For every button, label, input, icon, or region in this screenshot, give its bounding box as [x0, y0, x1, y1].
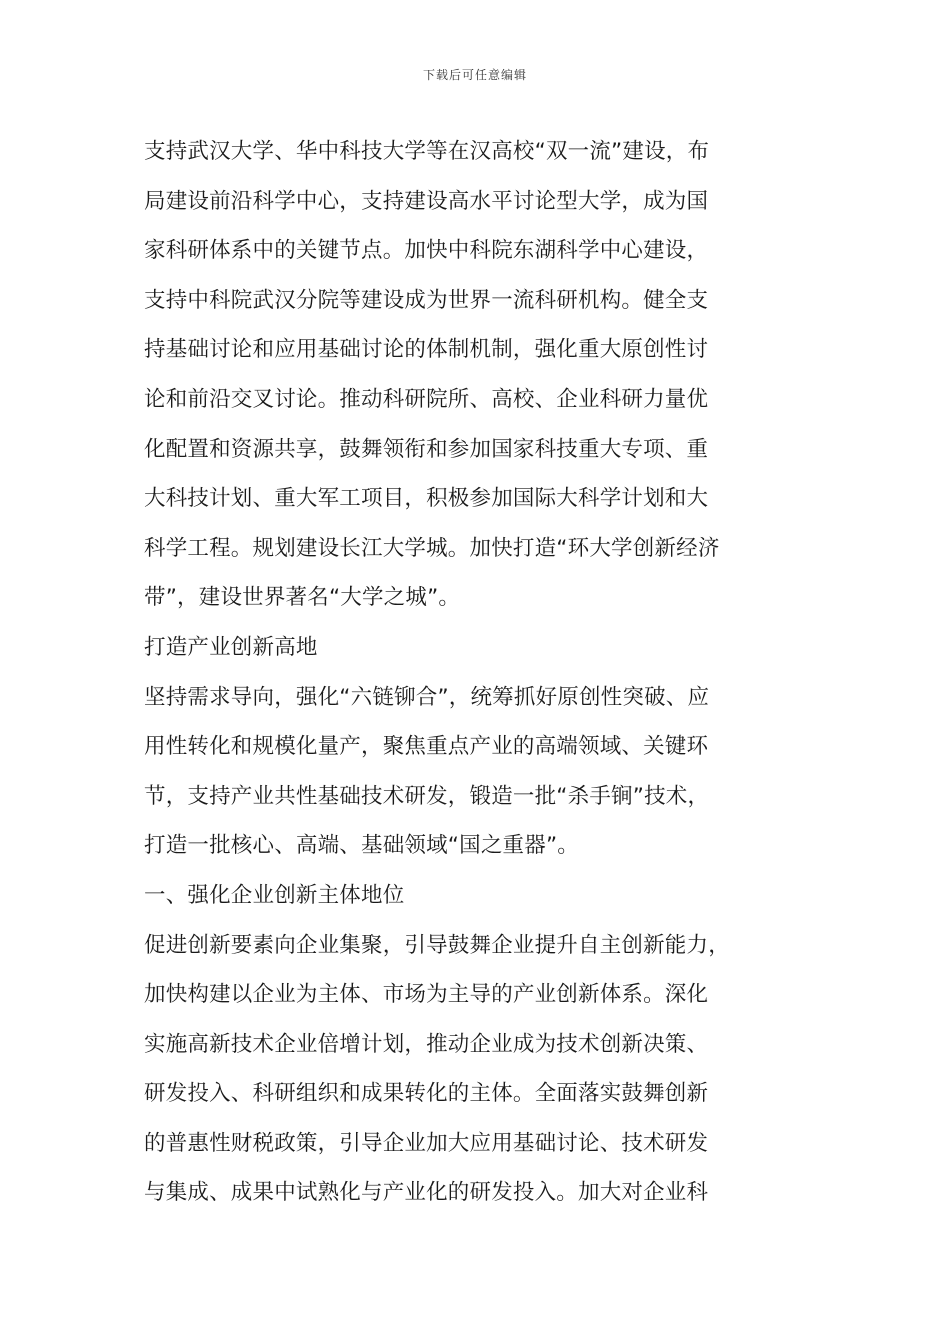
text-line: 节，支持产业共性基础技术研发，锻造一批“杀手锏”技术，: [144, 783, 710, 809]
text-line: 加快构建以企业为主体、市场为主导的产业创新体系。深化: [144, 982, 709, 1008]
document-body: [144, 127, 744, 1218]
text-line: 大科技计划、重大军工项目，积极参加国际大科学计划和大: [144, 486, 709, 512]
text-line: 家科研体系中的关键节点。加快中科院东湖科学中心建设，: [144, 238, 709, 264]
page-header: 下载后可任意编辑: [422, 68, 527, 82]
section-heading: 打造产业创新高地: [144, 634, 318, 660]
section-heading: 一、强化企业创新主体地位: [144, 882, 405, 908]
text-line: 的普惠性财税政策，引导企业加大应用基础讨论、技术研发: [144, 1130, 709, 1156]
text-line: 促进创新要素向企业集聚，引导鼓舞企业提升自主创新能力，: [144, 932, 730, 958]
text-line: 用性转化和规模化量产，聚焦重点产业的高端领域、关键环: [144, 734, 709, 760]
text-line: 带”，建设世界著名“大学之城”。: [144, 585, 461, 611]
text-line: 研发投入、科研组织和成果转化的主体。全面落实鼓舞创新: [144, 1081, 709, 1107]
text-line: 论和前沿交叉讨论。推动科研院所、高校、企业科研力量优: [144, 386, 709, 412]
text-line: 支持中科院武汉分院等建设成为世界一流科研机构。健全支: [144, 287, 709, 313]
text-line: 实施高新技术企业倍增计划，推动企业成为技术创新决策、: [144, 1031, 709, 1057]
text-line: 支持武汉大学、华中科技大学等在汉高校“双一流”建设，布: [144, 139, 710, 164]
text-line: 局建设前沿科学中心，支持建设高水平讨论型大学，成为国: [144, 188, 709, 214]
text-line: 打造一批核心、高端、基础领域“国之重器”。: [144, 833, 579, 859]
text-line: 科学工程。规划建设长江大学城。加快打造“环大学创新经济: [144, 535, 720, 561]
text-line: 化配置和资源共享，鼓舞领衔和参加国家科技重大专项、重: [144, 436, 709, 462]
text-line: 持基础讨论和应用基础讨论的体制机制，强化重大原创性讨: [144, 337, 709, 363]
text-line: 与集成、成果中试熟化与产业化的研发投入。加大对企业科: [144, 1180, 709, 1206]
text-line: 坚持需求导向，强化“六链铆合”，统筹抓好原创性突破、应: [144, 684, 710, 710]
